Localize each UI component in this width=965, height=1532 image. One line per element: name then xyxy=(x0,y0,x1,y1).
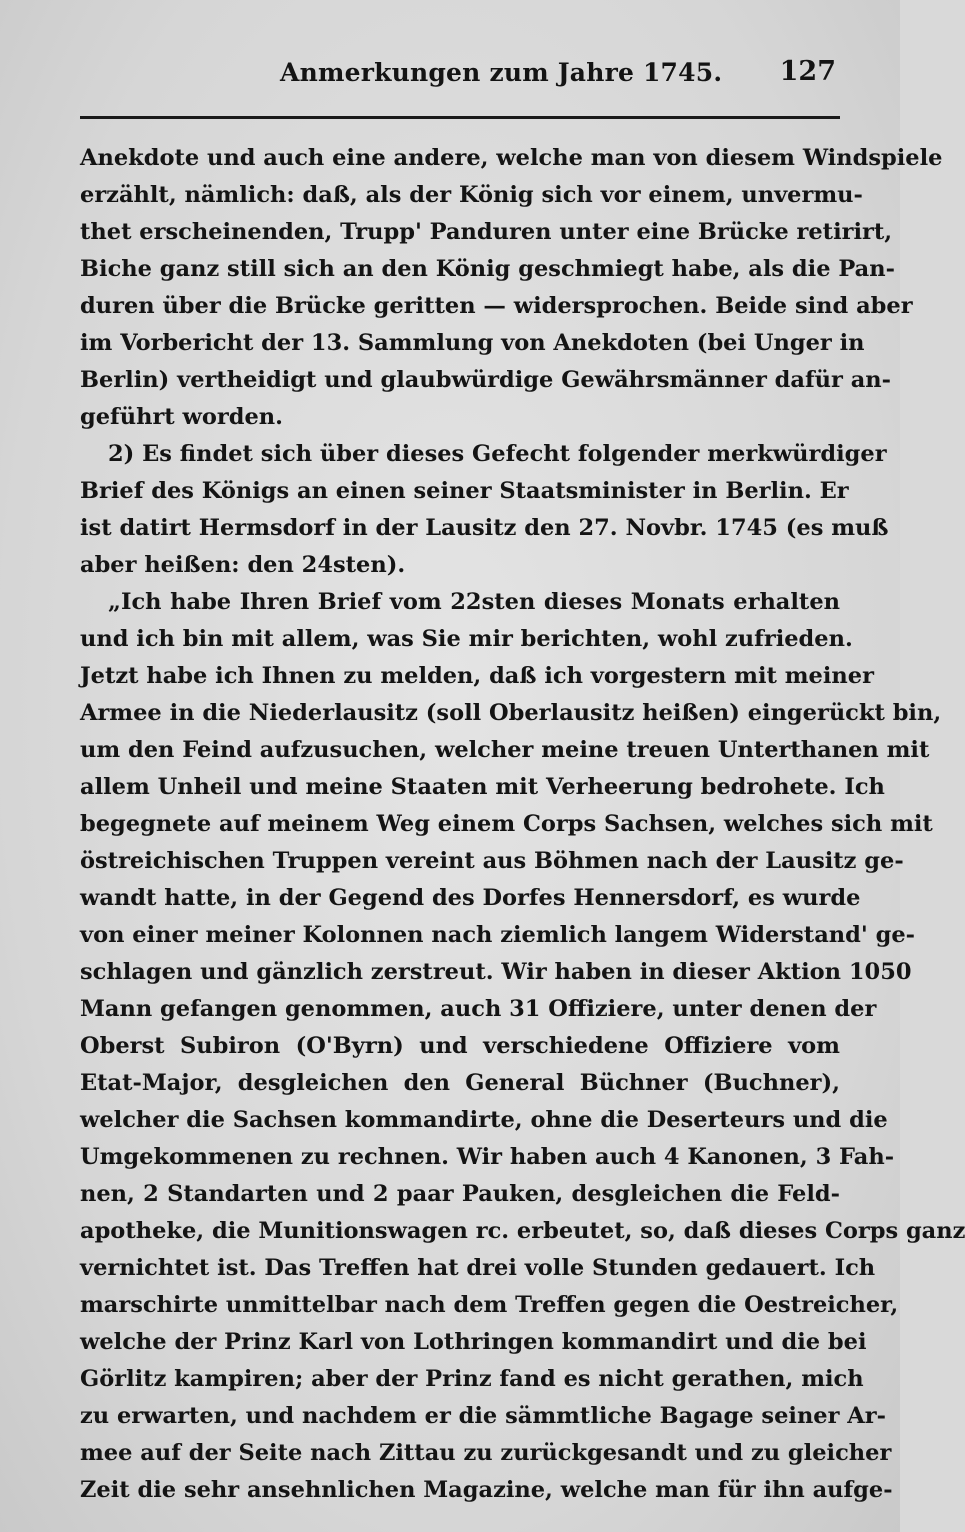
text-line: welcher die Sachsen kommandirte, ohne die Deserteurs und die xyxy=(80,1107,888,1133)
text-line: „Ich habe Ihren Brief vom 22sten dieses Monats erhalten xyxy=(108,589,840,615)
text-line: ist datirt Hermsdorf in der Lausitz den 27. Novbr. 1745 (es muß xyxy=(80,515,889,541)
running-title: Anmerkungen zum Jahre 1745. xyxy=(280,58,723,87)
text-line: und ich bin mit allem, was Sie mir berichten, wohl zufrieden. xyxy=(80,626,853,652)
text-line: nen, 2 Standarten und 2 paar Pauken, desgleichen die Feld- xyxy=(80,1181,840,1207)
text-line: thet erscheinenden, Trupp' Panduren unter eine Brücke retirirt, xyxy=(80,219,893,245)
text-line: Mann gefangen genommen, auch 31 Offiziere, unter denen der xyxy=(80,996,877,1022)
page-number: 127 xyxy=(779,56,836,87)
text-line: zu erwarten, und nachdem er die sämmtliche Bagage seiner Ar- xyxy=(80,1403,886,1429)
text-line: Biche ganz still sich an den König geschmiegt habe, als die Pan- xyxy=(80,256,895,282)
text-line: wandt hatte, in der Gegend des Dorfes Hennersdorf, es wurde xyxy=(80,885,861,911)
text-line: Umgekommenen zu rechnen. Wir haben auch 4 Kanonen, 3 Fah- xyxy=(80,1144,895,1170)
text-line: erzählt, nämlich: daß, als der König sich vor einem, unvermu- xyxy=(80,182,863,208)
text-line: Görlitz kampiren; aber der Prinz fand es nicht gerathen, mich xyxy=(80,1366,864,1392)
text-line: Berlin) vertheidigt und glaubwürdige Gewährsmänner dafür an- xyxy=(80,367,891,393)
running-header xyxy=(80,50,840,100)
body-text xyxy=(80,140,965,1509)
text-line: im Vorbericht der 13. Sammlung von Anekdoten (bei Unger in xyxy=(80,330,865,356)
text-line: Armee in die Niederlausitz (soll Oberlausitz heißen) eingerückt bin, xyxy=(80,700,942,726)
text-line: Jetzt habe ich Ihnen zu melden, daß ich vorgestern mit meiner xyxy=(80,663,874,689)
text-line: um den Feind aufzusuchen, welcher meine treuen Unterthanen mit xyxy=(80,737,930,763)
header-rule xyxy=(80,116,840,119)
text-line: marschirte unmittelbar nach dem Treffen gegen die Oestreicher, xyxy=(80,1292,899,1318)
text-line: 2) Es findet sich über dieses Gefecht folgender merkwürdiger xyxy=(108,441,887,467)
text-line: Oberst Subiron (O'Byrn) und verschiedene Offiziere vom xyxy=(80,1033,840,1059)
text-line: apotheke, die Munitionswagen rc. erbeutet, so, daß dieses Corps ganz xyxy=(80,1218,965,1244)
text-line: welche der Prinz Karl von Lothringen kommandirt und die bei xyxy=(80,1329,867,1355)
text-line: geführt worden. xyxy=(80,404,283,430)
text-line: Etat-Major, desgleichen den General Büchner (Buchner), xyxy=(80,1070,840,1096)
text-line: Brief des Königs an einen seiner Staatsminister in Berlin. Er xyxy=(80,478,849,504)
text-line: aber heißen: den 24sten). xyxy=(80,552,406,578)
text-line: vernichtet ist. Das Treffen hat drei volle Stunden gedauert. Ich xyxy=(80,1255,876,1281)
text-line: Zeit die sehr ansehnlichen Magazine, welche man für ihn aufge- xyxy=(80,1477,893,1503)
text-line: begegnete auf meinem Weg einem Corps Sachsen, welches sich mit xyxy=(80,811,933,837)
text-line: allem Unheil und meine Staaten mit Verheerung bedrohete. Ich xyxy=(80,774,885,800)
text-line: schlagen und gänzlich zerstreut. Wir haben in dieser Aktion 1050 xyxy=(80,959,912,985)
text-line: Anekdote und auch eine andere, welche man von diesem Windspiele xyxy=(80,145,943,171)
text-line: von einer meiner Kolonnen nach ziemlich langem Widerstand' ge- xyxy=(80,922,915,948)
text-line: mee auf der Seite nach Zittau zu zurückgesandt und zu gleicher xyxy=(80,1440,892,1466)
text-line: duren über die Brücke geritten — widersprochen. Beide sind aber xyxy=(80,293,913,319)
text-line: östreichischen Truppen vereint aus Böhmen nach der Lausitz ge- xyxy=(80,848,904,874)
